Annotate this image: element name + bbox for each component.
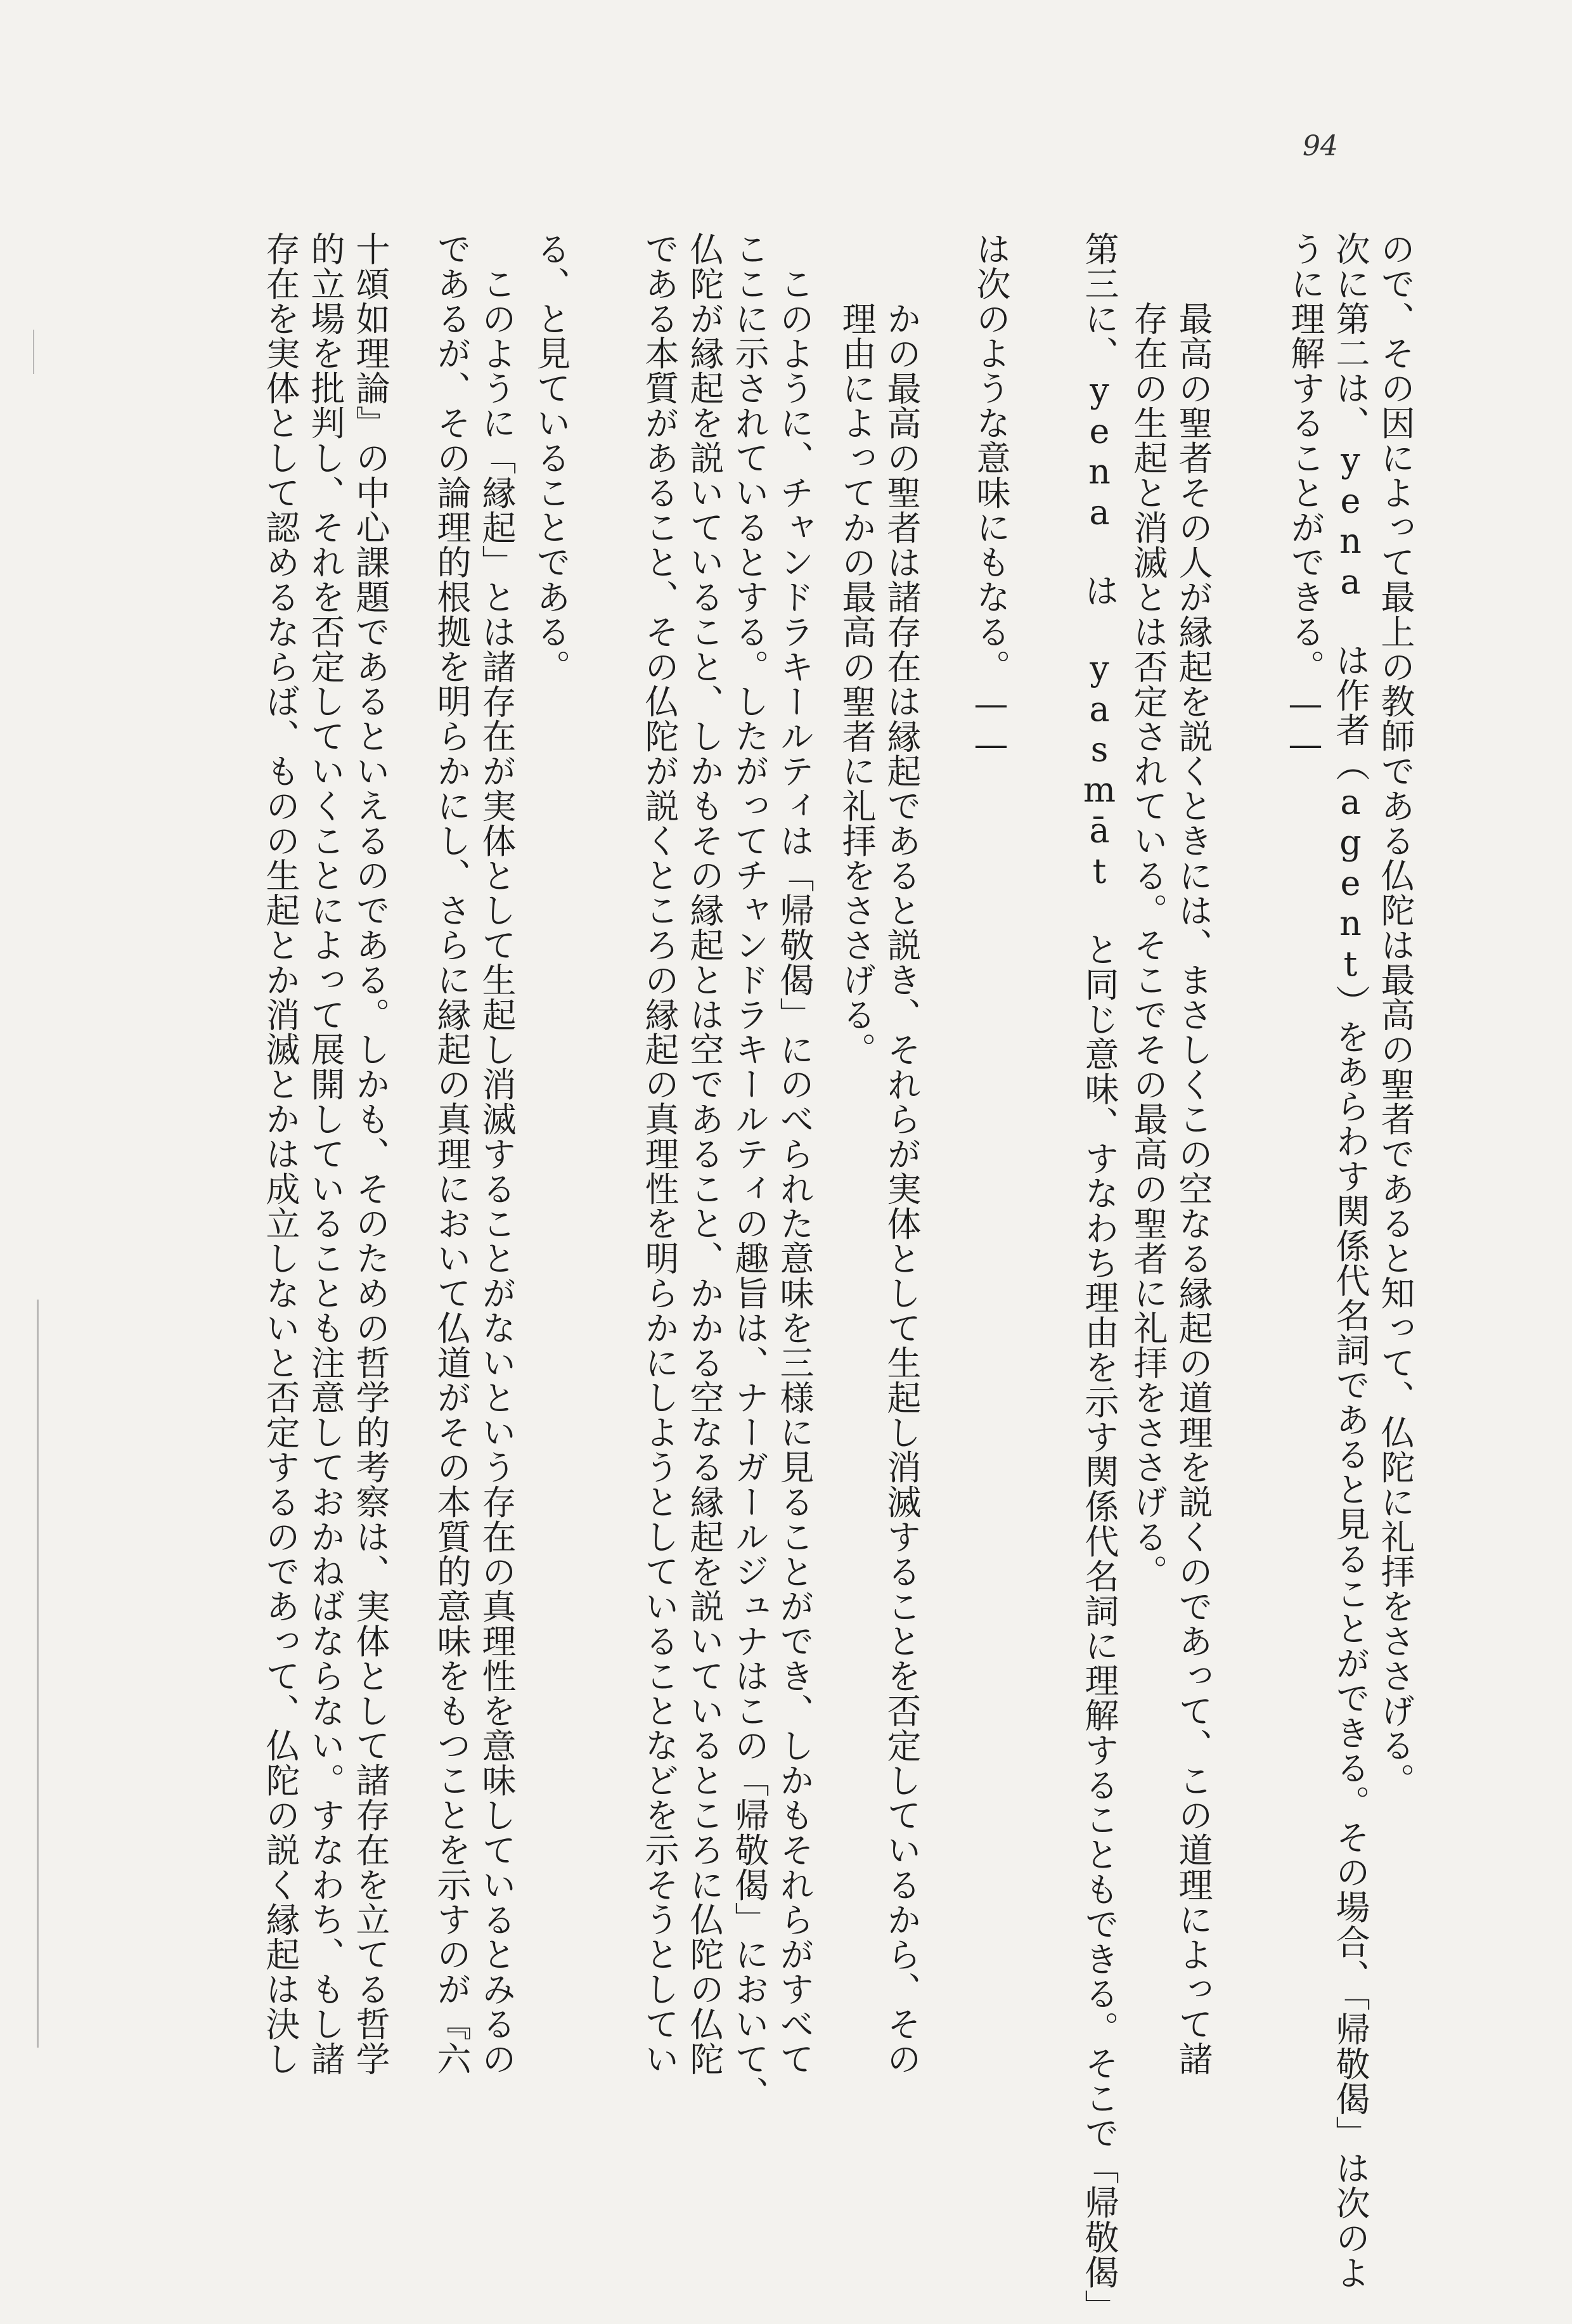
scan-speck [33, 330, 34, 374]
text-line-8: かの最高の聖者は諸存在は縁起であると説き、それらが実体として生起し消滅することを否定しているから、その [882, 301, 922, 2076]
page-number: 94 [1303, 130, 1338, 162]
text-line-19: 存在を実体として認めるならば、ものの生起とか消滅とかは成立しないと否定するのであって、仏陀の説く縁起は決し [261, 231, 300, 2076]
text-line-16: であるが、その論理的根拠を明らかにし、さらに縁起の真理において仏道がその本質的意味をもつことを示すのが『六 [432, 231, 472, 2076]
text-line-2: 次に第二は、yena は作者（agent）をあらわす関係代名詞であると見ることができる。その場合、「帰敬偈」は次のよ [1330, 231, 1370, 2290]
text-line-5: 存在の生起と消滅とは否定されている。そこでその最高の聖者に礼拝をささげる。 [1128, 301, 1168, 1589]
text-line-7: は次のような意味にもなる。—— [971, 231, 1011, 765]
text-line-4: 最高の聖者その人が縁起を説くときには、まさしくこの空なる縁起の道理を説くのであって、この道理によって諸 [1173, 301, 1213, 2076]
text-line-10: このように、チャンドラキールティは「帰敬偈」にのべられた意味を三様に見ることができ、しかもそれらがすべて [775, 266, 815, 2076]
text-line-13: である本質があること、その仏陀が説くところの縁起の真理性を明らかにしようとしていることなどを示そうとしてい [640, 231, 680, 2076]
scan-edge-mark [37, 1300, 39, 2048]
text-line-3: うに理解することができる。—— [1285, 231, 1325, 765]
text-line-1: ので、その因によって最上の教師である仏陀は最高の聖者であると知って、仏陀に礼拝をささげる。 [1376, 231, 1415, 1798]
text-line-12: 仏陀が縁起を説いていること、しかもその縁起とは空であること、かかる空なる縁起を説いているところに仏陀の仏陀 [685, 231, 725, 2076]
text-line-11: ここに示されているとする。したがってチャンドラキールティの趣旨は、ナーガールジュナはこの「帰敬偈」において、 [730, 231, 770, 2111]
text-line-6: 第三に、yena は yasmāt と同じ意味、すなわち理由を示す関係代名詞に理解することもできる。そこで「帰敬偈」 [1079, 231, 1119, 2324]
text-line-14: る、と見ていることである。 [531, 231, 571, 684]
text-line-15: このように「縁起」とは諸存在が実体として生起し消滅することがないという存在の真理性を意味しているとみるの [477, 266, 517, 2076]
text-line-17: 十頌如理論』の中心課題であるといえるのである。しかも、そのための哲学的考察は、実体として諸存在を立てる哲学 [351, 231, 390, 2076]
text-line-18: 的立場を批判し、それを否定していくことによって展開していることも注意しておかねばならない。すなわち、もし諸 [306, 231, 345, 2076]
text-line-9: 理由によってかの最高の聖者に礼拝をささげる。 [837, 301, 877, 1067]
